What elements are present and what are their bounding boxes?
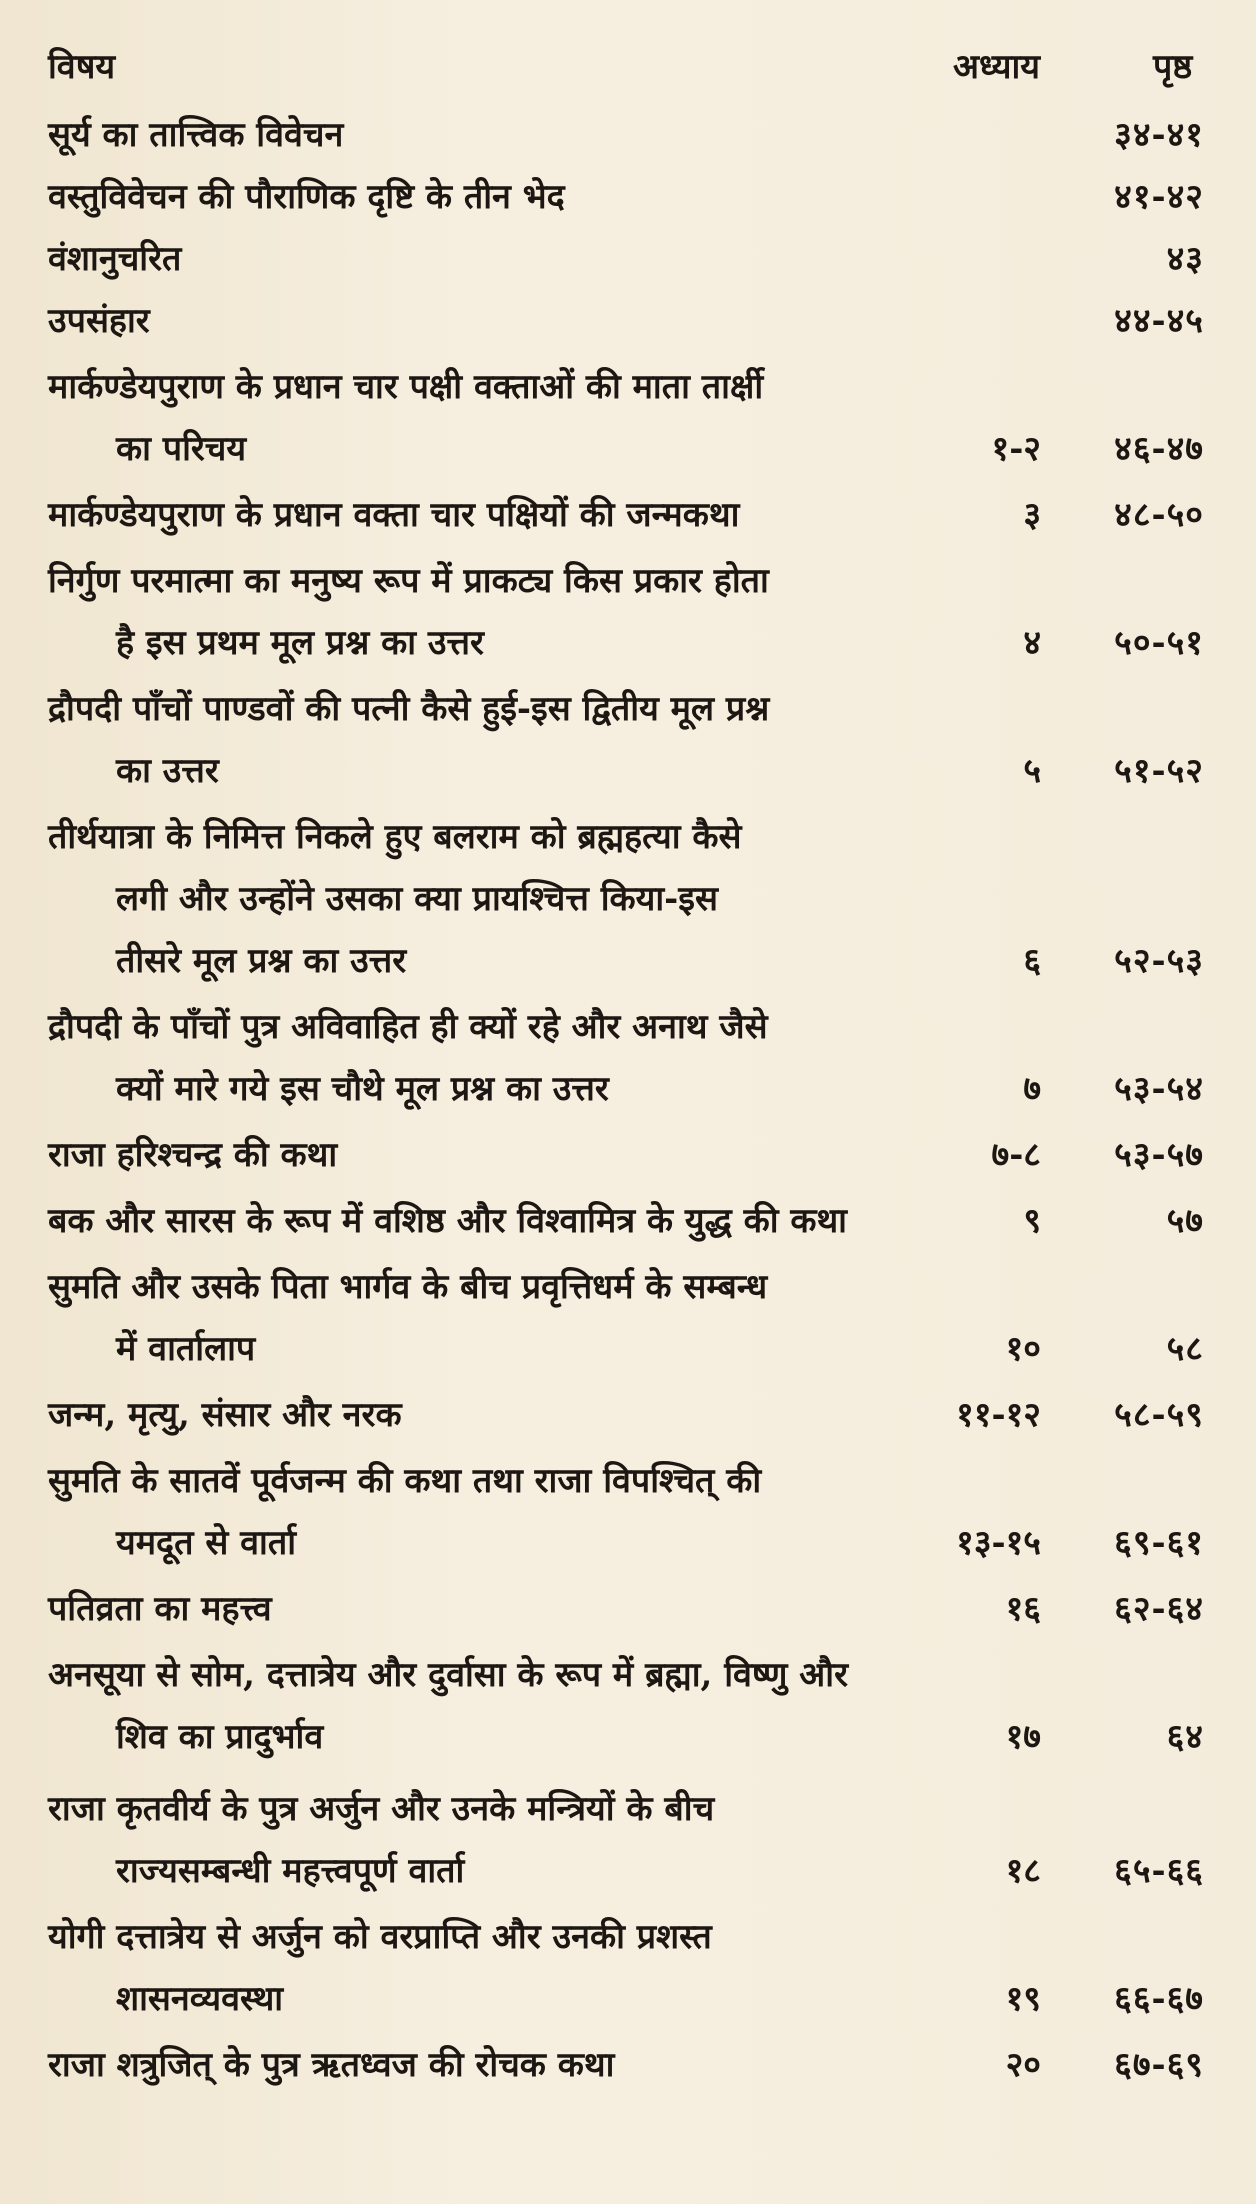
entry-title bbox=[48, 356, 928, 480]
entry-pages: ४३ bbox=[1166, 239, 1204, 279]
toc-entry bbox=[0, 678, 1256, 802]
entry-title-line: अनसूया से सोम, दत्तात्रेय और दुर्वासा के रूप में ब्रह्मा, विष्णु और bbox=[48, 1655, 848, 1695]
entry-title-line: क्यों मारे गये इस चौथे मूल प्रश्न का उत्तर bbox=[116, 1069, 609, 1109]
entry-title-line: वस्तुविवेचन की पौराणिक दृष्टि के तीन भेद bbox=[48, 177, 565, 217]
entry-chapter: १० bbox=[1005, 1329, 1041, 1369]
entry-title-line: मार्कण्डेयपुराण के प्रधान वक्ता चार पक्षियों की जन्मकथा bbox=[48, 495, 740, 535]
toc-entry bbox=[0, 290, 1256, 352]
toc-entry bbox=[0, 1778, 1256, 1902]
toc-entry bbox=[0, 1384, 1256, 1446]
header-page: पृष्ठ bbox=[1153, 47, 1193, 87]
header-subject: विषय bbox=[48, 47, 116, 87]
entry-title bbox=[48, 1450, 928, 1574]
entry-title bbox=[48, 166, 928, 228]
entry-title-line: निर्गुण परमात्मा का मनुष्य रूप में प्राकट्य किस प्रकार होता bbox=[48, 561, 769, 601]
entry-title-line: राजा हरिश्चन्द्र की कथा bbox=[48, 1135, 338, 1175]
entry-title-line: उपसंहार bbox=[48, 301, 150, 341]
entry-title bbox=[48, 806, 928, 992]
entry-chapter: ५ bbox=[1023, 751, 1041, 791]
entry-title-line: सुमति के सातवें पूर्वजन्म की कथा तथा राजा विपश्चित् की bbox=[48, 1461, 762, 1501]
entry-chapter: १८ bbox=[1005, 1851, 1041, 1891]
entry-title bbox=[48, 2034, 928, 2096]
entry-pages: ६२-६४ bbox=[1114, 1589, 1204, 1629]
entry-title-line: शिव का प्रादुर्भाव bbox=[116, 1717, 324, 1757]
entry-title-line: तीसरे मूल प्रश्न का उत्तर bbox=[116, 941, 407, 981]
entry-pages: ४८-५० bbox=[1114, 495, 1204, 535]
entry-title-line: का उत्तर bbox=[116, 751, 219, 791]
entry-title-line: पतिव्रता का महत्त्व bbox=[48, 1589, 272, 1629]
entry-chapter: ११-१२ bbox=[956, 1395, 1041, 1435]
toc-header bbox=[48, 42, 1216, 98]
toc-entry bbox=[0, 996, 1256, 1120]
entry-title bbox=[48, 1578, 928, 1640]
entry-pages: ५२-५३ bbox=[1114, 941, 1204, 981]
entry-title bbox=[48, 678, 928, 802]
entry-chapter: २० bbox=[1005, 2045, 1041, 2085]
entry-title-line: मार्कण्डेयपुराण के प्रधान चार पक्षी वक्ताओं की माता तार्क्षी bbox=[48, 367, 764, 407]
entry-chapter: ३ bbox=[1023, 495, 1041, 535]
entry-title-line: का परिचय bbox=[116, 429, 247, 469]
table-of-contents bbox=[0, 104, 1256, 2096]
entry-title-line: में वार्तालाप bbox=[116, 1329, 256, 1369]
toc-entry bbox=[0, 1644, 1256, 1768]
entry-title-line: जन्म, मृत्यु, संसार और नरक bbox=[48, 1395, 402, 1435]
header-chapter: अध्याय bbox=[953, 47, 1041, 87]
toc-entry bbox=[0, 1190, 1256, 1252]
entry-chapter: ४ bbox=[1023, 623, 1041, 663]
entry-title-line: राजा कृतवीर्य के पुत्र अर्जुन और उनके मन्त्रियों के बीच bbox=[48, 1789, 715, 1829]
entry-chapter: १३-१५ bbox=[956, 1523, 1041, 1563]
entry-chapter: ६ bbox=[1023, 941, 1041, 981]
entry-pages: ५०-५१ bbox=[1114, 623, 1204, 663]
toc-entry bbox=[0, 550, 1256, 674]
entry-pages: ५७ bbox=[1166, 1201, 1204, 1241]
entry-chapter: १७ bbox=[1005, 1717, 1041, 1757]
toc-entry bbox=[0, 104, 1256, 166]
entry-pages: ३४-४१ bbox=[1114, 115, 1204, 155]
entry-chapter: १९ bbox=[1005, 1979, 1041, 2019]
toc-entry bbox=[0, 1906, 1256, 2030]
entry-title bbox=[48, 1644, 928, 1768]
entry-pages: ४६-४७ bbox=[1114, 429, 1204, 469]
entry-title bbox=[48, 1190, 928, 1252]
entry-title-line: लगी और उन्होंने उसका क्या प्रायश्चित्त किया-इस bbox=[116, 879, 718, 919]
entry-pages: ६४ bbox=[1166, 1717, 1204, 1757]
entry-pages: ४४-४५ bbox=[1114, 301, 1204, 341]
entry-title-line: द्रौपदी के पाँचों पुत्र अविवाहित ही क्यों रहे और अनाथ जैसे bbox=[48, 1007, 768, 1047]
entry-title-line: द्रौपदी पाँचों पाण्डवों की पत्नी कैसे हुई-इस द्वितीय मूल प्रश्न bbox=[48, 689, 770, 729]
entry-title bbox=[48, 290, 928, 352]
entry-title-line: वंशानुचरित bbox=[48, 239, 182, 279]
entry-title-line: राज्यसम्बन्धी महत्त्वपूर्ण वार्ता bbox=[116, 1851, 465, 1891]
entry-title-line: सूर्य का तात्त्विक विवेचन bbox=[48, 115, 344, 155]
toc-entry bbox=[0, 2034, 1256, 2096]
entry-pages: ५८-५९ bbox=[1114, 1395, 1204, 1435]
entry-chapter: १-२ bbox=[991, 429, 1041, 469]
toc-entry bbox=[0, 1256, 1256, 1380]
entry-title bbox=[48, 228, 928, 290]
toc-entry bbox=[0, 356, 1256, 480]
entry-pages: ५३-५७ bbox=[1114, 1135, 1204, 1175]
entry-title bbox=[48, 104, 928, 166]
toc-entry bbox=[0, 1450, 1256, 1574]
entry-chapter: ९ bbox=[1023, 1201, 1041, 1241]
entry-title bbox=[48, 550, 928, 674]
entry-title bbox=[48, 1778, 928, 1902]
entry-title bbox=[48, 1124, 928, 1186]
entry-pages: ५१-५२ bbox=[1114, 751, 1204, 791]
toc-entry bbox=[0, 1124, 1256, 1186]
entry-title-line: योगी दत्तात्रेय से अर्जुन को वरप्राप्ति और उनकी प्रशस्त bbox=[48, 1917, 712, 1957]
entry-title-line: सुमति और उसके पिता भार्गव के बीच प्रवृत्तिधर्म के सम्बन्ध bbox=[48, 1267, 768, 1307]
entry-title-line: है इस प्रथम मूल प्रश्न का उत्तर bbox=[116, 623, 484, 663]
entry-title bbox=[48, 484, 928, 546]
entry-title bbox=[48, 1906, 928, 2030]
entry-title bbox=[48, 1256, 928, 1380]
entry-title-line: राजा शत्रुजित् के पुत्र ऋतध्वज की रोचक कथा bbox=[48, 2045, 615, 2085]
entry-pages: ६९-६१ bbox=[1114, 1523, 1204, 1563]
toc-entry bbox=[0, 1578, 1256, 1640]
entry-chapter: ७-८ bbox=[991, 1135, 1041, 1175]
entry-pages: ५३-५४ bbox=[1114, 1069, 1204, 1109]
entry-pages: ५८ bbox=[1166, 1329, 1204, 1369]
toc-entry bbox=[0, 166, 1256, 228]
entry-title bbox=[48, 996, 928, 1120]
entry-title-line: यमदूत से वार्ता bbox=[116, 1523, 297, 1563]
entry-pages: ६६-६७ bbox=[1114, 1979, 1204, 2019]
entry-chapter: ७ bbox=[1023, 1069, 1041, 1109]
entry-title-line: बक और सारस के रूप में वशिष्ठ और विश्वामित्र के युद्ध की कथा bbox=[48, 1201, 847, 1241]
entry-title-line: तीर्थयात्रा के निमित्त निकले हुए बलराम को ब्रह्महत्या कैसे bbox=[48, 817, 742, 857]
entry-title bbox=[48, 1384, 928, 1446]
entry-chapter: १६ bbox=[1005, 1589, 1041, 1629]
entry-pages: ६५-६६ bbox=[1114, 1851, 1204, 1891]
entry-pages: ४१-४२ bbox=[1114, 177, 1204, 217]
entry-title-line: शासनव्यवस्था bbox=[116, 1979, 284, 2019]
toc-entry bbox=[0, 484, 1256, 546]
entry-pages: ६७-६९ bbox=[1114, 2045, 1204, 2085]
toc-entry bbox=[0, 806, 1256, 992]
toc-entry bbox=[0, 228, 1256, 290]
